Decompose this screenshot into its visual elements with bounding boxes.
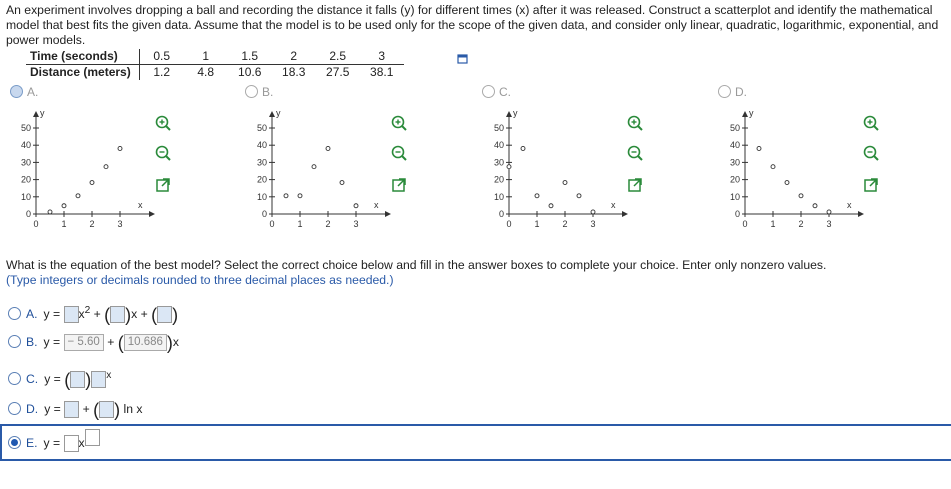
y-tick-label: 20 (493, 174, 504, 185)
graph-option-d[interactable] (718, 84, 747, 99)
open-new-window-icon[interactable] (154, 176, 172, 194)
time-cell: 2 (272, 49, 316, 65)
x-term: x (78, 436, 85, 450)
y-equals: y = (43, 307, 61, 322)
x-tick-label: 2 (798, 219, 804, 229)
selected-choice-highlight (0, 424, 951, 461)
radio-d[interactable] (718, 85, 731, 98)
data-point (118, 146, 122, 150)
question-hint: (Type integers or decimals rounded to three decimal places as needed.) (6, 273, 394, 287)
answer-box[interactable] (110, 306, 125, 323)
x-axis-label: x (611, 200, 616, 210)
paren: ( (64, 369, 71, 390)
paren: ( (93, 399, 100, 420)
choice-e-radio[interactable] (8, 436, 21, 449)
zoom-out-icon[interactable] (626, 144, 644, 162)
distance-cell: 27.5 (326, 65, 350, 79)
y-tick-label: 50 (20, 123, 31, 133)
y-tick-label: 30 (20, 157, 31, 168)
x-tick-label: 3 (826, 219, 832, 229)
paren: ) (125, 304, 132, 325)
ln-term: ln x (123, 402, 143, 416)
choice-d-label: D. (26, 402, 39, 416)
choice-a-radio[interactable] (8, 307, 21, 320)
x-tick-label: 0 (742, 219, 748, 229)
radio-c[interactable] (482, 85, 495, 98)
x-tick-label: 1 (61, 219, 67, 229)
plus-sign: + (82, 402, 90, 416)
open-new-window-icon[interactable] (390, 176, 408, 194)
choice-b-radio[interactable] (8, 335, 21, 348)
x-tick-label: 2 (325, 219, 331, 229)
y-tick-label: 10 (256, 191, 267, 202)
x-tick-label: 0 (269, 219, 275, 229)
choice-c-radio[interactable] (8, 372, 21, 385)
graph-option-b[interactable] (245, 84, 273, 99)
open-new-window-icon[interactable] (862, 176, 880, 194)
y-tick-label: 10 (729, 191, 740, 202)
data-point (90, 181, 94, 185)
data-point (799, 194, 803, 198)
data-point (354, 204, 358, 208)
x-axis-label: x (847, 200, 852, 210)
graph-option-c[interactable] (482, 84, 511, 99)
scatterplot-b (250, 108, 390, 233)
copy-data-icon[interactable] (457, 53, 469, 65)
x-term: x (172, 335, 179, 349)
data-point (785, 181, 789, 185)
zoom-out-icon[interactable] (154, 144, 172, 162)
time-cell: 1.5 (228, 49, 272, 65)
y-tick-label: 30 (493, 157, 504, 168)
y-tick-label: 50 (256, 123, 267, 133)
data-point (312, 165, 316, 169)
y-tick-label: 40 (729, 140, 740, 151)
x-tick-label: 1 (534, 219, 540, 229)
open-new-window-icon[interactable] (626, 176, 644, 194)
x-tick-label: 1 (297, 219, 303, 229)
time-cell: 2.5 (316, 49, 360, 65)
y-tick-label: 20 (256, 174, 267, 185)
y-tick-label: 0 (734, 209, 740, 219)
distance-cell: 4.8 (197, 65, 215, 79)
data-point (76, 194, 80, 198)
data-point (326, 146, 330, 150)
data-point (284, 194, 288, 198)
choice-d-radio[interactable] (8, 402, 21, 415)
choice-c[interactable] (8, 365, 112, 390)
answer-box[interactable] (99, 401, 114, 418)
x-tick-label: 1 (770, 219, 776, 229)
x-tick-label: 0 (506, 219, 512, 229)
zoom-in-icon[interactable] (626, 114, 644, 132)
zoom-in-icon[interactable] (862, 114, 880, 132)
y-tick-label: 30 (729, 157, 740, 168)
answer-box[interactable] (64, 401, 79, 418)
zoom-out-icon[interactable] (862, 144, 880, 162)
distance-cell: 18.3 (282, 65, 306, 79)
paren: ) (85, 369, 92, 390)
data-point (827, 210, 831, 214)
answer-value[interactable]: 10.686 (124, 334, 167, 351)
x-axis-label: x (138, 200, 143, 210)
y-tick-label: 0 (25, 209, 31, 219)
y-tick-label: 0 (498, 209, 504, 219)
question-prompt: What is the equation of the best model? Select the correct choice below and fill in the answer boxes to complete your choice. Enter only nonzero values. (6, 258, 827, 272)
y-equals: y = (44, 372, 61, 387)
choice-e[interactable] (8, 432, 100, 454)
paren: ( (117, 332, 124, 353)
option-label: D. (735, 84, 747, 99)
y-tick-label: 0 (261, 209, 267, 219)
y-tick-label: 20 (729, 174, 740, 185)
y-tick-label: 40 (20, 140, 31, 151)
x-term: x + (131, 307, 148, 322)
data-point (507, 165, 511, 169)
y-equals: y = (43, 436, 61, 450)
zoom-out-icon[interactable] (390, 144, 408, 162)
choice-a[interactable] (8, 300, 179, 325)
x-axis-arrow (149, 211, 155, 217)
paren: ( (151, 304, 158, 325)
x-tick-label: 3 (353, 219, 359, 229)
x-term: x (78, 307, 85, 322)
data-point (577, 194, 581, 198)
y-axis-label: y (749, 108, 754, 118)
option-label: A. (27, 84, 39, 99)
x-tick-label: 0 (33, 219, 39, 229)
y-axis-arrow (33, 111, 39, 117)
x-axis-arrow (858, 211, 864, 217)
data-point (535, 194, 539, 198)
distance-cell: 1.2 (153, 65, 171, 79)
answer-box[interactable] (64, 435, 79, 452)
paren: ) (172, 304, 179, 325)
data-table (26, 49, 404, 80)
choice-b[interactable] (8, 331, 179, 353)
y-tick-label: 50 (493, 123, 504, 133)
option-label: B. (262, 84, 274, 99)
y-equals: y = (43, 335, 61, 349)
answer-box[interactable] (91, 371, 106, 388)
distance-cell: 38.1 (370, 65, 394, 79)
plus-sign: + (107, 335, 115, 349)
data-point (591, 210, 595, 214)
y-axis-arrow (506, 111, 512, 117)
y-equals: y = (44, 402, 61, 416)
option-label: C. (499, 84, 511, 99)
x-tick-label: 3 (590, 219, 596, 229)
paren: ( (104, 304, 111, 325)
data-point (563, 181, 567, 185)
x-axis-arrow (622, 211, 628, 217)
x-tick-label: 2 (89, 219, 95, 229)
x-axis-label: x (374, 200, 379, 210)
zoom-in-icon[interactable] (154, 114, 172, 132)
y-tick-label: 20 (20, 174, 31, 185)
y-tick-label: 40 (256, 140, 267, 151)
data-point (521, 146, 525, 150)
choice-b-label: B. (26, 335, 38, 349)
radio-a[interactable] (10, 85, 23, 98)
question-text (6, 258, 941, 288)
y-tick-label: 50 (729, 123, 740, 133)
exponent-box[interactable] (85, 429, 100, 446)
scatterplot-c (487, 108, 627, 233)
data-point (549, 204, 553, 208)
graph-option-a[interactable] (10, 84, 38, 99)
choice-c-label: C. (26, 372, 39, 387)
choice-e-label: E. (26, 436, 38, 450)
y-axis-label: y (40, 108, 45, 118)
data-point (104, 165, 108, 169)
data-point (298, 194, 302, 198)
plus-sign: + (93, 307, 101, 322)
answer-box[interactable] (64, 306, 79, 323)
data-point (340, 181, 344, 185)
x-tick-label: 3 (117, 219, 123, 229)
x-tick-label: 2 (562, 219, 568, 229)
answer-box[interactable] (157, 306, 172, 323)
x-axis-arrow (385, 211, 391, 217)
paren: ) (114, 399, 121, 420)
data-point (62, 204, 66, 208)
data-point (48, 210, 52, 214)
data-point (757, 146, 761, 150)
time-cell: 1 (184, 49, 228, 65)
data-point (813, 204, 817, 208)
radio-b[interactable] (245, 85, 258, 98)
time-cell: 0.5 (139, 49, 184, 65)
exponent: x (106, 370, 112, 381)
time-header: Time (seconds) (26, 49, 139, 65)
time-cell: 3 (360, 49, 404, 65)
zoom-in-icon[interactable] (390, 114, 408, 132)
y-axis-label: y (276, 108, 281, 118)
distance-cell: 10.6 (238, 65, 262, 79)
y-axis-arrow (269, 111, 275, 117)
exponent: 2 (84, 305, 91, 316)
data-point (771, 165, 775, 169)
answer-box[interactable] (70, 371, 85, 388)
scatterplot-d (723, 108, 863, 233)
y-axis-label: y (513, 108, 518, 118)
answer-value[interactable]: − 5.60 (64, 334, 104, 351)
paren: ) (166, 332, 173, 353)
y-tick-label: 10 (20, 191, 31, 202)
scatterplot-a (14, 108, 154, 233)
choice-a-label: A. (26, 307, 38, 322)
distance-header: Distance (meters) (26, 65, 139, 81)
y-axis-arrow (742, 111, 748, 117)
y-tick-label: 30 (256, 157, 267, 168)
problem-statement: An experiment involves dropping a ball and recording the distance it falls (y) for different times (x) after it was released. Construct a scatterplot and identify the mathematical model that best fits the given data. Assume that the model is to be used only for the scope of the given data, and consider only linear, quadratic, logarithmic, exponential, and power models. (6, 3, 939, 47)
y-tick-label: 10 (493, 191, 504, 202)
choice-d[interactable] (8, 398, 142, 420)
y-tick-label: 40 (493, 140, 504, 151)
